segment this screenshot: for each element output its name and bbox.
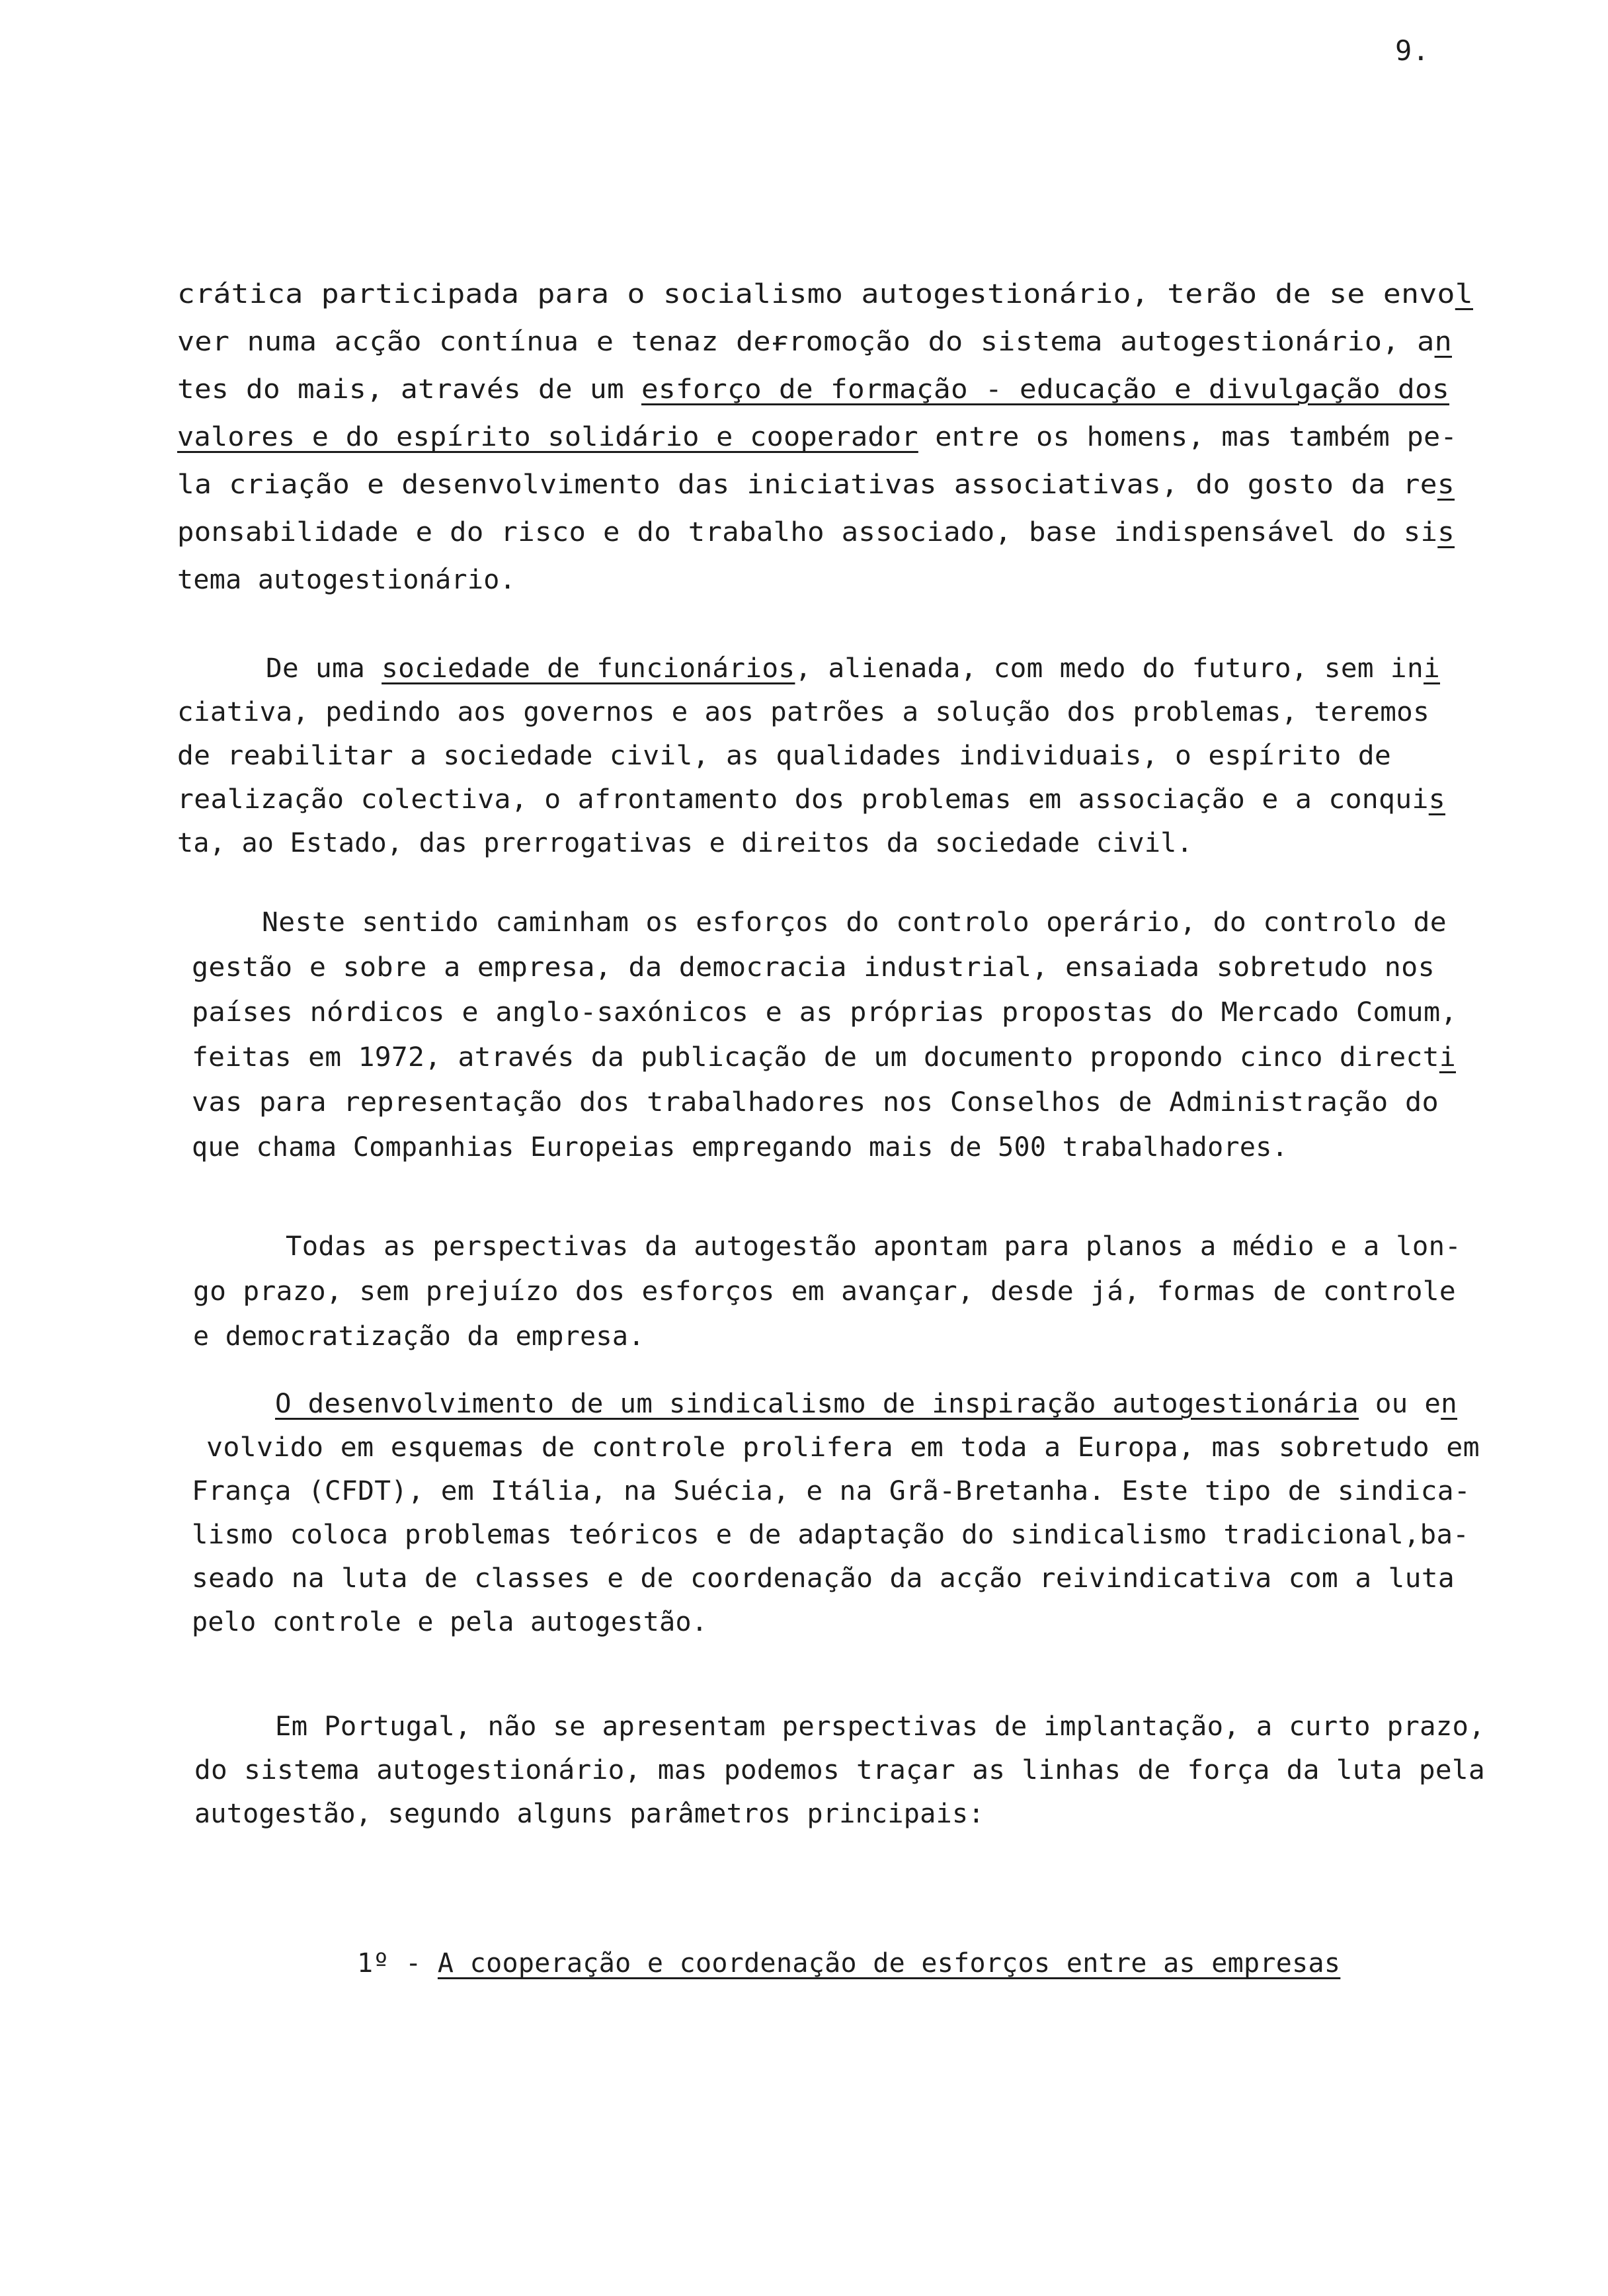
text-run: seado na luta de classes e de coordenação da acção reivindicativa com a luta xyxy=(192,1563,1455,1594)
underlined-text: s xyxy=(1437,517,1455,548)
text-line xyxy=(177,783,1445,816)
text-run: ponsabilidade e do risco e do trabalho associado, base indispensável do si xyxy=(177,517,1438,548)
text-line xyxy=(266,652,1440,685)
text-line xyxy=(275,1387,1457,1420)
text-run: tes do mais, através de um xyxy=(177,374,642,405)
text-run: ver numa acção contínua e tenaz deɍromoção do sistema autogestionário, a xyxy=(177,327,1435,357)
text-run: pelo controle e pela autogestão. xyxy=(192,1607,708,1637)
text-run: feitas em 1972, através da publicação de um documento propondo cinco direct xyxy=(192,1042,1439,1073)
text-line xyxy=(192,951,1435,984)
text-line xyxy=(177,563,516,596)
text-run: De uma xyxy=(266,653,382,684)
text-run: países nórdicos e anglo-saxónicos e as próprias propostas do Mercado Comum, xyxy=(192,997,1457,1028)
underlined-text: n xyxy=(1441,1389,1457,1419)
underlined-text: O desenvolvimento de um sindicalismo de inspiração autogestionária xyxy=(275,1389,1359,1419)
text-line xyxy=(275,1710,1485,1743)
underlined-text: sociedade de funcionários xyxy=(382,653,795,684)
text-run: de reabilitar a sociedade civil, as qualidades individuais, o espírito de xyxy=(177,741,1391,771)
text-run: Todas as perspectivas da autogestão apontam para planos a médio e a lon- xyxy=(286,1231,1461,1262)
text-run: lismo coloca problemas teóricos e de adaptação do sindicalismo tradicional,ba- xyxy=(192,1520,1469,1550)
text-run: entre os homens, mas também pe- xyxy=(918,422,1457,452)
text-line xyxy=(206,1431,1480,1464)
text-run: , alienada, com medo do futuro, sem in xyxy=(795,653,1424,684)
text-run: do sistema autogestionário, mas podemos traçar as linhas de força da luta pela xyxy=(194,1755,1485,1785)
text-line xyxy=(177,421,1457,454)
section-heading xyxy=(357,1947,1340,1980)
text-line xyxy=(192,996,1457,1029)
text-run: que chama Companhias Europeias empregando mais de 500 trabalhadores. xyxy=(192,1132,1288,1163)
page-number: 9. xyxy=(1395,34,1430,67)
text-run: crática participada para o socialismo autogestionário, terão de se envo xyxy=(177,279,1455,309)
underlined-text: s xyxy=(1428,784,1445,815)
underlined-text: s xyxy=(1437,470,1455,500)
text-line xyxy=(286,1230,1461,1263)
text-line xyxy=(192,1518,1469,1551)
text-run: ta, ao Estado, das prerrogativas e direitos da sociedade civil. xyxy=(177,828,1193,858)
text-run: go prazo, sem prejuízo dos esforços em avançar, desde já, formas de controle xyxy=(193,1276,1456,1307)
underlined-text: l xyxy=(1455,279,1473,309)
text-line xyxy=(192,1475,1470,1508)
text-line xyxy=(177,516,1455,549)
text-line xyxy=(177,278,1473,311)
text-line xyxy=(194,1754,1485,1787)
text-run: tema autogestionário. xyxy=(177,565,516,595)
text-line xyxy=(177,696,1429,729)
underlined-text: n xyxy=(1434,327,1452,357)
text-run: Em Portugal, não se apresentam perspectivas de implantação, a curto prazo, xyxy=(275,1711,1485,1742)
text-run: volvido em esquemas de controle prolifera em toda a Europa, mas sobretudo em xyxy=(206,1432,1480,1463)
text-run: realização colectiva, o afrontamento dos problemas em associação e a conqui xyxy=(177,784,1429,815)
text-line xyxy=(177,468,1455,501)
text-line xyxy=(177,739,1391,772)
text-line xyxy=(193,1275,1456,1308)
text-line xyxy=(177,325,1452,358)
text-run: e democratização da empresa. xyxy=(193,1321,645,1352)
text-run: ou e xyxy=(1358,1389,1441,1419)
underlined-text: i xyxy=(1439,1042,1456,1073)
text-run: autogestão, segundo alguns parâmetros principais: xyxy=(194,1799,985,1829)
underlined-text: valores e do espírito solidário e cooperador xyxy=(177,422,918,452)
text-line xyxy=(192,1562,1455,1595)
text-line xyxy=(192,1606,707,1639)
text-line xyxy=(262,906,1447,939)
text-line xyxy=(192,1131,1288,1164)
text-line xyxy=(193,1320,645,1353)
underlined-text: esforço de formação - educação e divulgação dos xyxy=(641,374,1449,405)
text-line xyxy=(194,1797,985,1830)
text-line xyxy=(177,373,1449,406)
text-run: Neste sentido caminham os esforços do controlo operário, do controlo de xyxy=(262,907,1447,938)
text-line xyxy=(192,1041,1456,1074)
text-run: gestão e sobre a empresa, da democracia industrial, ensaiada sobretudo nos xyxy=(192,952,1435,983)
underlined-text: i xyxy=(1423,653,1440,684)
text-run: ciativa, pedindo aos governos e aos patrões a solução dos problemas, teremos xyxy=(177,697,1429,727)
text-run: vas para representação dos trabalhadores nos Conselhos de Administração do xyxy=(192,1087,1439,1118)
text-line xyxy=(177,827,1193,860)
text-run: la criação e desenvolvimento das iniciativas associativas, do gosto da re xyxy=(177,470,1437,500)
text-run: 1º - xyxy=(357,1948,438,1979)
text-run: França (CFDT), em Itália, na Suécia, e na Grã-Bretanha. Este tipo de sindica- xyxy=(192,1476,1470,1506)
text-line xyxy=(192,1086,1439,1119)
underlined-text: A cooperação e coordenação de esforços entre as empresas xyxy=(437,1948,1341,1979)
